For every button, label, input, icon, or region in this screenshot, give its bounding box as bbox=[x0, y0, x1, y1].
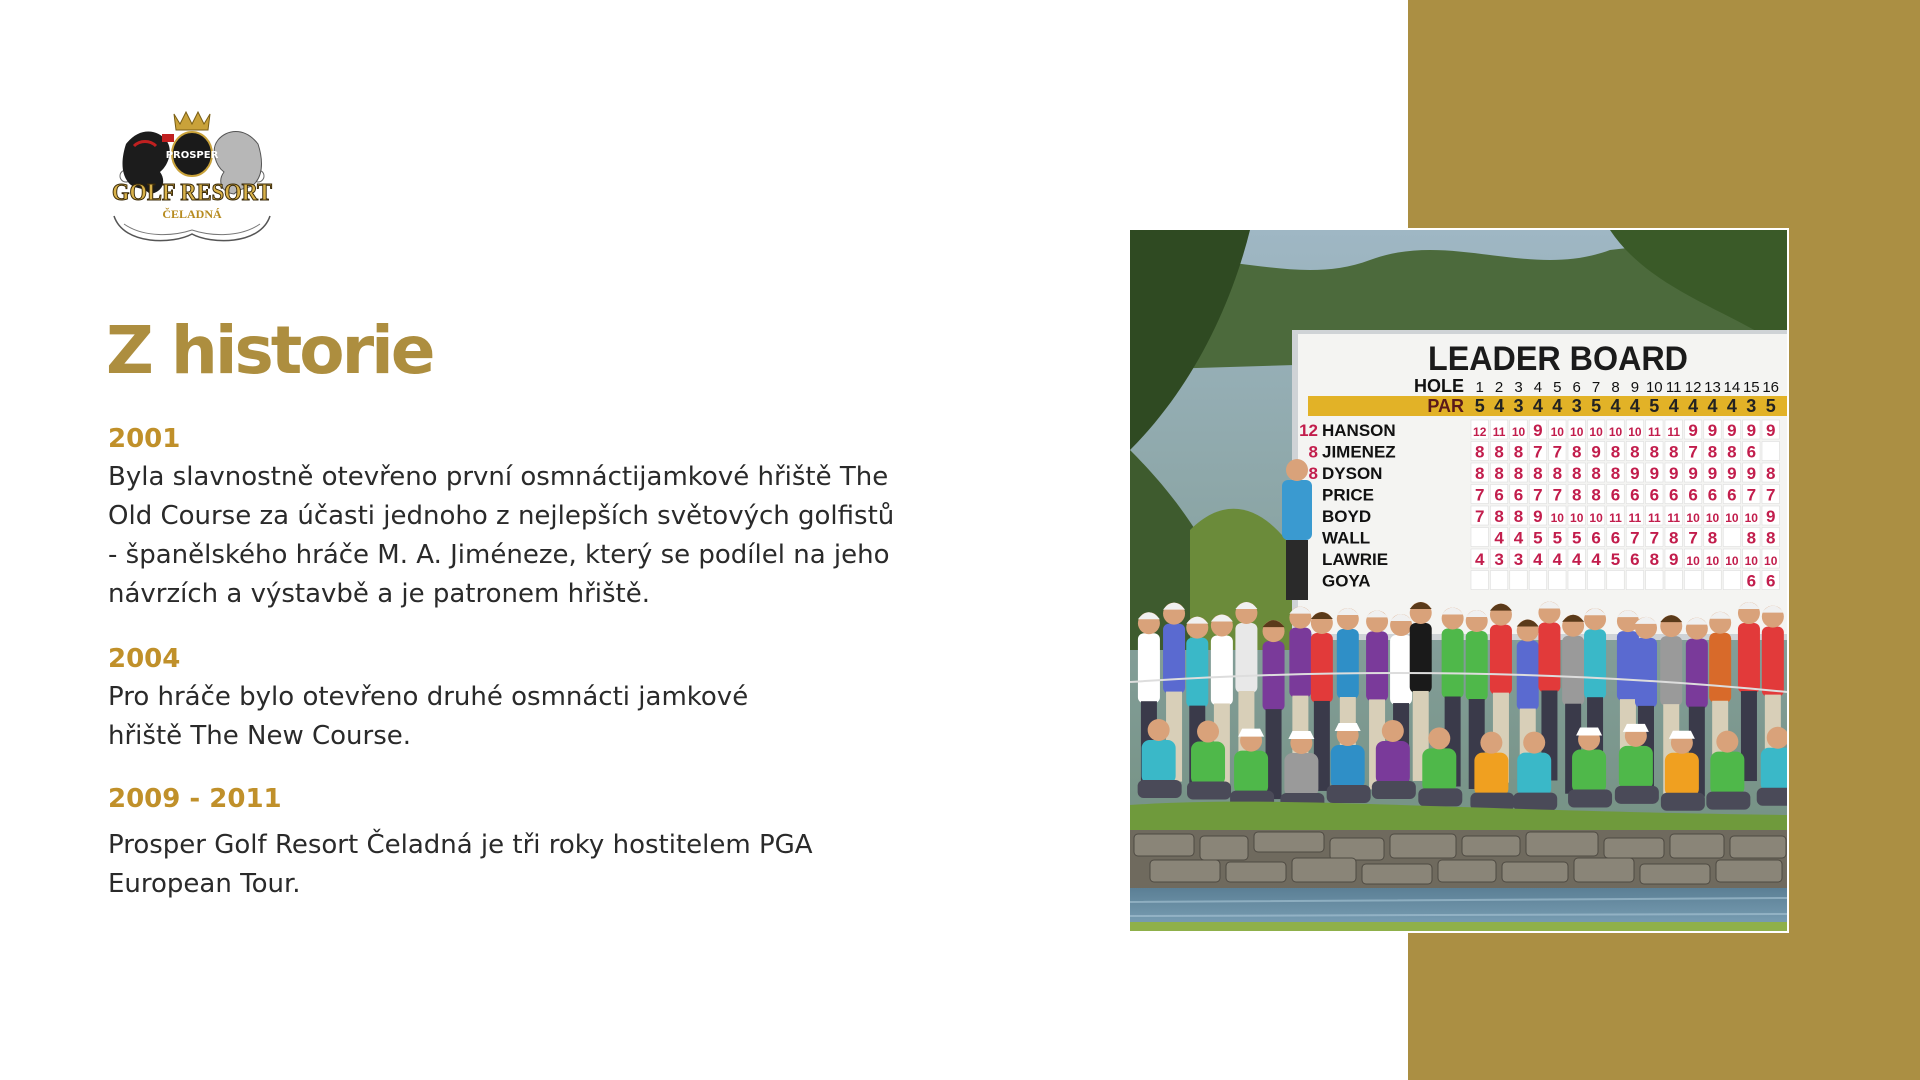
player-score: 6 bbox=[1668, 485, 1679, 505]
player-score: 7 bbox=[1474, 485, 1485, 505]
player-score: 11 bbox=[1492, 425, 1506, 439]
score-cell bbox=[1723, 571, 1740, 590]
par-value: 4 bbox=[1610, 396, 1621, 416]
player-score: 8 bbox=[1494, 442, 1504, 462]
spectator-body bbox=[1490, 625, 1512, 695]
player-score: 9 bbox=[1630, 464, 1640, 483]
player-score: 8 bbox=[1591, 464, 1601, 483]
score-cell bbox=[1626, 571, 1643, 590]
player-score: 9 bbox=[1707, 421, 1718, 440]
logo-top-text: PROSPER bbox=[165, 150, 219, 161]
player-score: 8 bbox=[1494, 507, 1504, 526]
player-score: 5 bbox=[1552, 528, 1563, 548]
score-cell bbox=[1568, 571, 1585, 590]
hole-number: 5 bbox=[1553, 379, 1562, 396]
player-score: 5 bbox=[1533, 528, 1543, 548]
par-value: 4 bbox=[1726, 396, 1737, 416]
player-score: 9 bbox=[1533, 507, 1543, 526]
par-label: PAR bbox=[1427, 396, 1464, 416]
player-score: 7 bbox=[1533, 442, 1543, 462]
player-score: 10 bbox=[1764, 554, 1778, 568]
score-cell bbox=[1529, 571, 1546, 590]
player-score: 9 bbox=[1765, 507, 1776, 526]
player-position: 12 bbox=[1299, 421, 1318, 440]
page-title: Z historie bbox=[106, 312, 433, 389]
player-score: 8 bbox=[1649, 550, 1660, 569]
hole-number: 10 bbox=[1645, 379, 1663, 396]
par-value: 5 bbox=[1591, 396, 1602, 416]
player-score: 10 bbox=[1744, 511, 1758, 525]
player-score: 4 bbox=[1513, 528, 1524, 548]
player-score: 10 bbox=[1725, 554, 1739, 568]
player-score: 8 bbox=[1591, 485, 1601, 505]
hole-number: 8 bbox=[1611, 379, 1620, 396]
score-cell bbox=[1665, 571, 1682, 590]
player-score: 10 bbox=[1686, 554, 1700, 568]
player-score: 10 bbox=[1628, 425, 1642, 439]
year-2001: 2001 bbox=[108, 424, 181, 454]
seated-spectator-body bbox=[1284, 753, 1318, 797]
seated-spectator-legs bbox=[1187, 782, 1231, 800]
year-2009-2011: 2009 - 2011 bbox=[108, 784, 282, 814]
player-score: 10 bbox=[1705, 554, 1720, 568]
player-score: 6 bbox=[1591, 528, 1601, 548]
hole-number: 1 bbox=[1475, 379, 1484, 396]
spectator-body bbox=[1390, 635, 1412, 705]
player-score: 7 bbox=[1474, 507, 1485, 526]
scorer-legs bbox=[1286, 540, 1308, 600]
player-score: 10 bbox=[1705, 511, 1720, 525]
score-cell bbox=[1723, 528, 1740, 547]
player-score: 6 bbox=[1707, 485, 1718, 505]
cap bbox=[1288, 731, 1314, 739]
player-score: 7 bbox=[1533, 485, 1543, 505]
player-score: 9 bbox=[1688, 464, 1698, 483]
player-score: 10 bbox=[1744, 554, 1758, 568]
score-cell bbox=[1684, 571, 1701, 590]
player-score: 8 bbox=[1707, 528, 1718, 548]
seated-spectator-body bbox=[1142, 740, 1176, 784]
player-score: 11 bbox=[1667, 425, 1681, 439]
player-score: 9 bbox=[1727, 464, 1737, 483]
seated-spectator-body bbox=[1572, 749, 1606, 793]
spectator-body bbox=[1738, 623, 1760, 693]
seated-spectator-legs bbox=[1615, 786, 1659, 804]
spectator-body bbox=[1635, 638, 1657, 708]
hole-number: 2 bbox=[1494, 379, 1504, 396]
player-score: 3 bbox=[1494, 550, 1504, 569]
player-score: 10 bbox=[1570, 425, 1584, 439]
player-score: 8 bbox=[1610, 442, 1621, 462]
seated-spectator-legs bbox=[1706, 792, 1750, 810]
player-score: 8 bbox=[1765, 464, 1776, 483]
par-value: 4 bbox=[1494, 396, 1505, 416]
spectator-body bbox=[1686, 639, 1708, 709]
score-cell bbox=[1471, 528, 1488, 547]
seated-spectator-legs bbox=[1757, 788, 1787, 806]
player-score: 5 bbox=[1610, 550, 1621, 569]
hole-number: 6 bbox=[1572, 379, 1581, 396]
score-cell bbox=[1646, 571, 1663, 590]
score-cell bbox=[1490, 571, 1507, 590]
player-score: 7 bbox=[1552, 485, 1563, 505]
hole-number: 9 bbox=[1630, 379, 1640, 396]
par-value: 4 bbox=[1707, 396, 1718, 416]
score-cell bbox=[1607, 571, 1624, 590]
player-score: 8 bbox=[1610, 464, 1621, 483]
player-score: 12 bbox=[1473, 425, 1487, 439]
logo-main-text: GOLF RESORT bbox=[112, 180, 272, 206]
player-name: PRICE bbox=[1322, 485, 1374, 505]
player-score: 9 bbox=[1591, 442, 1601, 462]
player-score: 7 bbox=[1688, 442, 1698, 462]
player-score: 9 bbox=[1533, 421, 1543, 440]
player-score: 9 bbox=[1765, 421, 1776, 440]
player-score: 8 bbox=[1727, 442, 1737, 462]
player-score: 6 bbox=[1494, 485, 1504, 505]
player-name: JIMENEZ bbox=[1322, 442, 1396, 462]
spectator-body bbox=[1186, 638, 1208, 708]
score-cell bbox=[1471, 571, 1488, 590]
spectator-body bbox=[1442, 628, 1464, 698]
player-score: 4 bbox=[1552, 550, 1563, 569]
cap bbox=[1238, 729, 1264, 737]
player-score: 8 bbox=[1474, 464, 1485, 483]
player-score: 9 bbox=[1746, 421, 1757, 440]
player-score: 9 bbox=[1746, 464, 1757, 483]
player-score: 11 bbox=[1647, 425, 1661, 439]
player-score: 11 bbox=[1647, 511, 1661, 525]
player-score: 7 bbox=[1552, 442, 1563, 462]
spectator-body bbox=[1410, 623, 1432, 693]
seated-spectator-body bbox=[1234, 751, 1268, 795]
player-score: 5 bbox=[1571, 528, 1582, 548]
player-name: DYSON bbox=[1322, 464, 1383, 483]
player-score: 4 bbox=[1533, 550, 1543, 569]
player-score: 8 bbox=[1571, 464, 1582, 483]
player-name: HANSON bbox=[1322, 421, 1396, 440]
player-score: 8 bbox=[1494, 464, 1504, 483]
player-score: 8 bbox=[1707, 442, 1718, 462]
leader-board-title: LEADER BOARD bbox=[1428, 340, 1688, 378]
player-score: 6 bbox=[1765, 571, 1776, 591]
player-score: 8 bbox=[1571, 485, 1582, 505]
player-score: 8 bbox=[1746, 528, 1757, 548]
par-value: 5 bbox=[1765, 396, 1776, 416]
player-score: 10 bbox=[1511, 425, 1526, 439]
scorer-body bbox=[1282, 480, 1312, 540]
par-value: 3 bbox=[1746, 396, 1757, 416]
par-value: 4 bbox=[1629, 396, 1640, 416]
seated-spectator-legs bbox=[1418, 788, 1462, 806]
seated-spectator-legs bbox=[1372, 781, 1416, 799]
player-score: 6 bbox=[1513, 485, 1524, 505]
player-score: 6 bbox=[1746, 571, 1757, 591]
player-score: 9 bbox=[1727, 421, 1737, 440]
player-score: 8 bbox=[1630, 442, 1640, 462]
spectator-body bbox=[1660, 636, 1682, 706]
leader-board bbox=[1292, 330, 1787, 640]
player-score: 9 bbox=[1688, 421, 1698, 440]
hole-number: 15 bbox=[1742, 379, 1760, 396]
player-score: 11 bbox=[1609, 511, 1622, 525]
seated-spectator-body bbox=[1761, 748, 1787, 792]
player-score: 7 bbox=[1688, 528, 1698, 548]
seated-spectator-head bbox=[1428, 727, 1450, 749]
player-score: 6 bbox=[1630, 485, 1640, 505]
player-score: 4 bbox=[1474, 550, 1485, 569]
player-score: 8 bbox=[1513, 442, 1524, 462]
spectator-body bbox=[1366, 631, 1388, 701]
hole-number: 4 bbox=[1533, 379, 1543, 396]
score-cell bbox=[1704, 571, 1721, 590]
hole-number: 13 bbox=[1704, 379, 1721, 396]
hole-number: 12 bbox=[1684, 379, 1702, 396]
spectator-body bbox=[1762, 627, 1784, 697]
player-score: 8 bbox=[1765, 528, 1776, 548]
spectator-body bbox=[1289, 628, 1311, 698]
history-paragraph-2009-2011: Prosper Golf Resort Čeladná je tři roky hostitelem PGA European Tour. bbox=[108, 830, 813, 899]
golf-resort-crest-logo bbox=[104, 106, 280, 246]
seated-spectator-body bbox=[1517, 753, 1551, 797]
player-score: 8 bbox=[1513, 464, 1524, 483]
player-score: 6 bbox=[1630, 550, 1640, 569]
player-score: 8 bbox=[1474, 442, 1485, 462]
hole-label: HOLE bbox=[1413, 376, 1464, 396]
player-position: 8 bbox=[1308, 442, 1318, 462]
cap bbox=[1669, 731, 1695, 739]
par-value: 4 bbox=[1668, 396, 1679, 416]
spectator-body bbox=[1466, 631, 1488, 701]
hole-number: 11 bbox=[1665, 379, 1682, 396]
cap bbox=[1576, 727, 1602, 735]
player-score: 4 bbox=[1494, 528, 1504, 548]
seated-spectator-legs bbox=[1138, 780, 1182, 798]
seated-spectator-legs bbox=[1568, 789, 1612, 807]
score-cell bbox=[1510, 571, 1527, 590]
logo-sub-text: ČELADNÁ bbox=[162, 207, 222, 221]
player-name: GOYA bbox=[1322, 571, 1371, 591]
player-score: 6 bbox=[1610, 485, 1621, 505]
seated-spectator-body bbox=[1422, 748, 1456, 792]
player-score: 10 bbox=[1570, 511, 1584, 525]
spectator-body bbox=[1211, 635, 1233, 705]
player-position: 8 bbox=[1308, 464, 1318, 483]
player-score: 8 bbox=[1571, 442, 1582, 462]
spectator-body bbox=[1138, 633, 1160, 703]
seated-spectator-legs bbox=[1327, 785, 1371, 803]
par-value: 5 bbox=[1474, 396, 1485, 416]
player-score: 8 bbox=[1668, 528, 1679, 548]
player-score: 7 bbox=[1765, 485, 1776, 505]
seated-spectator-head bbox=[1480, 732, 1502, 754]
player-score: 10 bbox=[1550, 511, 1564, 525]
spectator-body bbox=[1538, 622, 1560, 692]
score-cell bbox=[1587, 571, 1604, 590]
spectator-body bbox=[1709, 633, 1731, 703]
scorer-head bbox=[1286, 459, 1308, 481]
player-score: 7 bbox=[1649, 528, 1660, 548]
player-score: 11 bbox=[1628, 511, 1642, 525]
seated-spectator-legs bbox=[1513, 793, 1557, 811]
hole-number: 14 bbox=[1723, 379, 1741, 396]
seated-spectator-head bbox=[1148, 719, 1170, 741]
player-score: 9 bbox=[1668, 550, 1679, 569]
spectator-body bbox=[1584, 629, 1606, 699]
player-score: 8 bbox=[1513, 507, 1524, 526]
spectator-body bbox=[1562, 636, 1584, 706]
seated-spectator-body bbox=[1376, 741, 1410, 785]
player-score: 6 bbox=[1727, 485, 1737, 505]
player-score: 10 bbox=[1589, 425, 1603, 439]
spectator-body bbox=[1235, 623, 1257, 693]
player-score: 7 bbox=[1630, 528, 1640, 548]
player-score: 6 bbox=[1649, 485, 1660, 505]
spectator-body bbox=[1337, 629, 1359, 699]
player-score: 6 bbox=[1688, 485, 1698, 505]
player-name: WALL bbox=[1322, 528, 1371, 548]
player-name: LAWRIE bbox=[1322, 550, 1389, 569]
player-score: 7 bbox=[1746, 485, 1757, 505]
seated-spectator-body bbox=[1619, 746, 1653, 790]
seated-spectator-head bbox=[1523, 732, 1545, 754]
seated-spectator-body bbox=[1331, 745, 1365, 789]
player-score: 6 bbox=[1610, 528, 1621, 548]
player-score: 6 bbox=[1746, 442, 1757, 462]
history-paragraph-2001: Byla slavnostně otevřeno první osmnáctijamkové hřiště The Old Course za účasti jednoho z nejlepších světových golfistů - španělského hráče M. A. Jiméneze, který se podílel na jeho návrzích a výstavbě a je patronem hřiště. bbox=[108, 462, 895, 609]
par-value: 5 bbox=[1649, 396, 1660, 416]
seated-spectator-head bbox=[1382, 720, 1404, 742]
cap bbox=[1623, 724, 1649, 732]
hole-number: 7 bbox=[1591, 379, 1601, 396]
hole-number: 3 bbox=[1514, 379, 1523, 396]
score-cell bbox=[1549, 571, 1566, 590]
player-score: 10 bbox=[1550, 425, 1564, 439]
seated-spectator-body bbox=[1710, 752, 1744, 796]
leaderboard-crowd-photo bbox=[1130, 230, 1787, 931]
par-value: 3 bbox=[1571, 396, 1582, 416]
player-score: 9 bbox=[1649, 464, 1660, 483]
player-score: 11 bbox=[1667, 511, 1681, 525]
player-score: 8 bbox=[1552, 464, 1563, 483]
player-score: 9 bbox=[1668, 464, 1679, 483]
player-score: 9 bbox=[1707, 464, 1718, 483]
player-score: 10 bbox=[1686, 511, 1700, 525]
player-score: 4 bbox=[1591, 550, 1601, 569]
player-score: 4 bbox=[1571, 550, 1582, 569]
seated-spectator-head bbox=[1197, 721, 1219, 743]
year-2004: 2004 bbox=[108, 644, 181, 674]
hole-number: 16 bbox=[1762, 379, 1780, 396]
player-score: 8 bbox=[1649, 442, 1660, 462]
seated-spectator-body bbox=[1191, 742, 1225, 786]
player-score: 10 bbox=[1725, 511, 1739, 525]
player-score: 10 bbox=[1589, 511, 1603, 525]
player-score: 10 bbox=[1608, 425, 1623, 439]
seated-spectator-body bbox=[1474, 753, 1508, 797]
par-value: 4 bbox=[1532, 396, 1543, 416]
score-cell bbox=[1762, 442, 1779, 461]
player-score: 8 bbox=[1533, 464, 1543, 483]
player-score: 3 bbox=[1513, 550, 1524, 569]
spectator-body bbox=[1311, 633, 1333, 703]
par-value: 4 bbox=[1552, 396, 1563, 416]
seated-spectator-head bbox=[1716, 731, 1738, 753]
player-score: 8 bbox=[1668, 442, 1679, 462]
history-paragraph-2004: Pro hráče bylo otevřeno druhé osmnácti jamkové hřiště The New Course. bbox=[108, 682, 749, 751]
cap bbox=[1335, 723, 1361, 731]
par-value: 4 bbox=[1688, 396, 1699, 416]
seated-spectator-body bbox=[1665, 753, 1699, 797]
par-value: 3 bbox=[1513, 396, 1524, 416]
seated-spectator-legs bbox=[1661, 793, 1705, 811]
player-name: BOYD bbox=[1322, 507, 1372, 526]
spectator-body bbox=[1163, 624, 1185, 694]
